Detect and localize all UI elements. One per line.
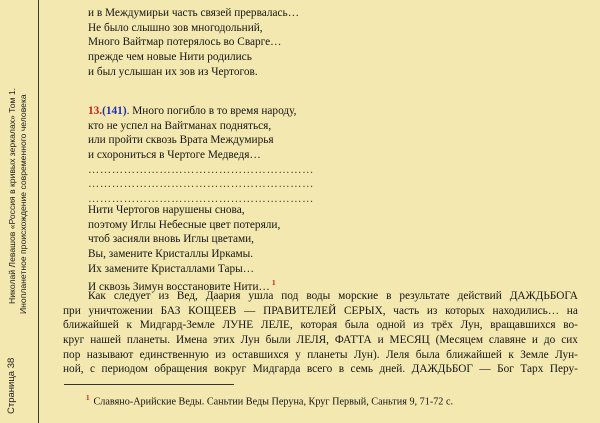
poem-line: Вы, замените Кристаллы Иркамы. — [88, 248, 254, 261]
word: ближайшей — [446, 348, 502, 361]
word: Лун — [240, 334, 260, 347]
word: ближайшей — [63, 319, 119, 332]
poem-line: Не было слышно зов многодольний, — [88, 21, 263, 34]
poem-stanza-2 — [88, 104, 314, 207]
word: Леля — [385, 348, 410, 361]
poem-line: чтоб засияли вновь Иглы цветами, — [88, 233, 254, 246]
word: единственную — [139, 348, 209, 361]
word: и — [531, 334, 538, 347]
word: которых — [445, 304, 485, 317]
word: — — [479, 363, 491, 376]
word: из — [413, 319, 424, 332]
word: Как — [88, 290, 106, 302]
word: вращавшихся — [490, 319, 556, 332]
word: круг — [63, 334, 85, 347]
paragraph-line — [63, 348, 578, 363]
poem-line: Нити Чертогов нарушены снова, — [88, 204, 245, 216]
book-subtitle: Инопланетное происхождение современного человека — [18, 94, 28, 314]
word: ФАТТА — [334, 334, 372, 347]
body-paragraph — [63, 289, 578, 377]
poem-line: прежде чем новые Нити родились — [88, 51, 252, 64]
word: на — [566, 304, 578, 317]
word: к — [508, 348, 514, 361]
paragraph-line — [63, 333, 578, 348]
word: одной — [376, 319, 406, 332]
word: (Месяцем — [435, 334, 483, 347]
footnote — [86, 394, 453, 407]
footnote-reference[interactable]: 1 — [271, 278, 276, 288]
word: морские — [338, 290, 379, 302]
word: этих — [213, 334, 235, 347]
word: под — [281, 290, 299, 302]
sidebar — [0, 0, 38, 423]
poem-line: кто не успел на Вайтманах подняться, — [88, 119, 272, 132]
poem-line: и был услышан их зов из Чертогов. — [88, 65, 258, 78]
paragraph-line — [63, 362, 578, 377]
word: до — [543, 334, 556, 347]
footnote-separator — [64, 384, 234, 385]
poem-stanza-3 — [88, 203, 281, 294]
word: находились… — [492, 304, 560, 317]
word: была — [415, 348, 440, 361]
poem-stanza-1 — [88, 6, 299, 79]
book-title: Николай Левашов «Россия в кривых зеркалах» Том 1. — [7, 87, 17, 304]
poem-line: поэтому Иглы Небесные цвет потеряли, — [88, 218, 281, 231]
page-number: Страница 38 — [6, 357, 17, 414]
verse-number-alt: (141) — [102, 105, 127, 117]
word: славяне — [488, 334, 527, 347]
word: воды — [306, 290, 331, 302]
poem-line-text: . Много погибло в то время народу, — [126, 105, 297, 117]
word: всего — [306, 363, 333, 376]
word: результате — [399, 290, 450, 302]
poem-line — [88, 104, 314, 119]
word: Перу- — [549, 363, 578, 376]
word: планеты. — [126, 334, 171, 347]
word: Лун, — [460, 319, 483, 332]
word: ушла — [248, 290, 274, 302]
word: при — [63, 304, 81, 317]
word: нашей — [90, 334, 122, 347]
word: ЛЕЛЕ, — [260, 319, 293, 332]
word: с — [90, 363, 96, 376]
word: ной, — [63, 363, 84, 376]
verse-number: 13. — [88, 105, 103, 117]
word: которая — [300, 319, 338, 332]
ellipsis-line: ………………………………………………… — [88, 178, 315, 191]
word: пор — [63, 348, 81, 361]
word: периодом — [101, 363, 148, 376]
word: ДАЖДЬБОГ — [411, 363, 473, 376]
word: вокруг — [213, 363, 247, 376]
word: в — [386, 290, 392, 302]
word: ЛЕЛЯ, — [296, 334, 329, 347]
word: Земле — [520, 348, 549, 361]
word: следует — [113, 290, 151, 302]
footnote-text: Славяно-Арийские Веды. Саньтии Веды Перуна, Круг Первый, Саньтия 9, 71-72 с. — [93, 396, 454, 408]
word: во- — [563, 319, 578, 332]
word: БАЗ — [160, 304, 181, 317]
word: к — [126, 319, 133, 332]
paragraph-line — [63, 318, 578, 333]
word: у — [295, 348, 301, 361]
word: Вед, — [176, 290, 198, 302]
word: часть — [393, 304, 420, 317]
word: КОЩЕЕВ — [188, 304, 237, 317]
word: Мидгарда — [252, 363, 301, 376]
poem-line: и схорониться в Чертоге Медведя… — [88, 149, 261, 162]
poem-line: или пройти сквозь Врата Междумирья — [88, 134, 274, 147]
ellipsis-line: ………………………………………………… — [88, 193, 315, 206]
word: уничтожении — [88, 304, 153, 317]
word: из — [158, 290, 169, 302]
word: Даария — [205, 290, 241, 302]
footnote-mark: 1 — [86, 394, 90, 402]
poem-line-text: И сквозь Зимун восстановите Нити… — [88, 281, 270, 294]
word: и — [377, 334, 384, 347]
word: планеты — [307, 348, 348, 361]
word: из — [215, 348, 226, 361]
word: обращения — [154, 363, 208, 376]
ellipsis-line: ………………………………………………… — [88, 163, 315, 176]
word: семь — [350, 363, 374, 376]
word: ПРАВИТЕЛЕЙ — [263, 304, 337, 317]
word: — — [244, 304, 256, 317]
word: трёх — [431, 319, 453, 332]
word: называют — [86, 348, 134, 361]
word: была — [344, 319, 369, 332]
word: Имена — [175, 334, 208, 347]
word: дней. — [379, 363, 406, 376]
word: были — [265, 334, 291, 347]
word: Лун- — [555, 348, 578, 361]
word: Бог — [497, 363, 514, 376]
word: действий — [457, 290, 502, 302]
sidebar-divider — [38, 0, 39, 423]
word: оставшихся — [232, 348, 289, 361]
poem-line: Много Вайтмар потерялось во Сварге… — [88, 36, 282, 49]
poem-line: Их замените Кристаллами Тары… — [88, 262, 255, 275]
word: МЕСЯЦ — [389, 334, 430, 347]
word: сих — [561, 334, 578, 347]
word: ЛУНЕ — [222, 319, 254, 332]
word: Мидгард-Земле — [139, 319, 215, 332]
word: Тарх — [520, 363, 544, 376]
poem-line: и в Междумирьи часть связей прервалась… — [88, 7, 299, 19]
word: из — [426, 304, 438, 317]
word: Лун). — [353, 348, 380, 361]
word: в — [338, 363, 345, 376]
paragraph-line — [63, 289, 578, 304]
word: ДАЖДЬБОГА — [509, 290, 578, 302]
word: СЕРЫХ, — [344, 304, 386, 317]
paragraph-line — [63, 304, 578, 319]
